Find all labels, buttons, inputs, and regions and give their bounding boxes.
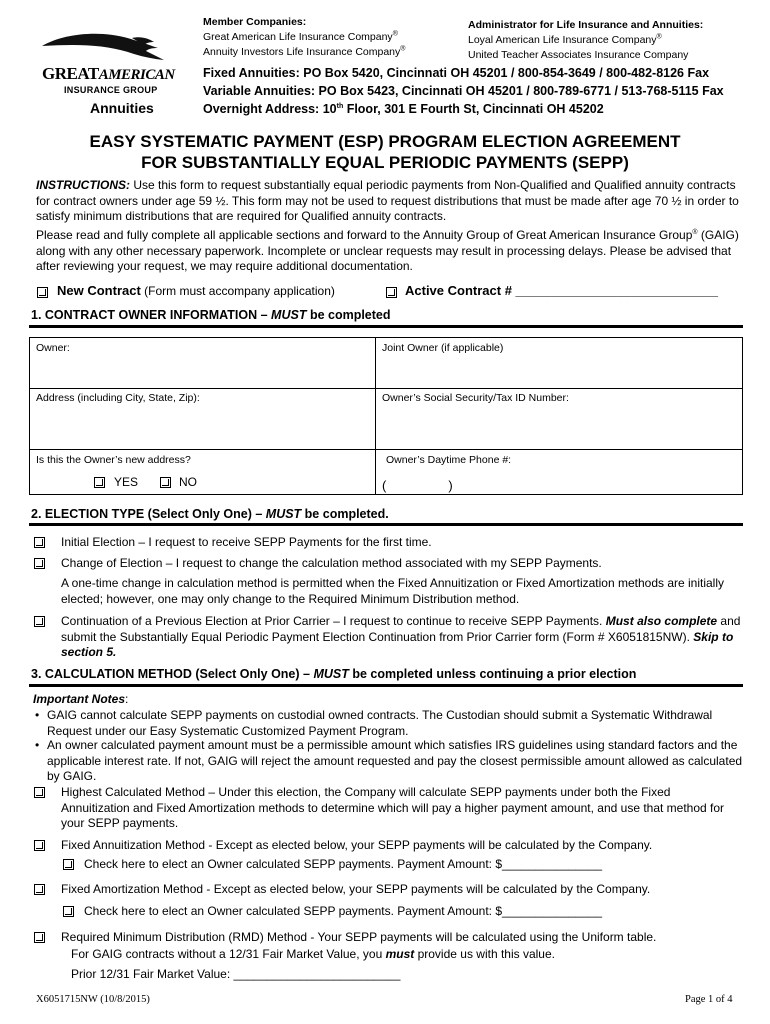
fixed-amortization-checkbox[interactable] [34, 884, 45, 895]
important-notes-label: Important Notes: [33, 692, 129, 706]
change-election-checkbox[interactable] [34, 558, 45, 569]
logo [36, 30, 186, 120]
joint-owner-field[interactable]: Joint Owner (if applicable) [382, 342, 504, 354]
amortization-owner-calc-checkbox[interactable] [63, 906, 74, 917]
member-title: Member Companies: [203, 16, 307, 28]
variable-address: Variable Annuities: PO Box 5423, Cincinnati OH 45201 / 800-789-6771 / 513-768-5115 Fax [203, 84, 724, 98]
fixed-amortization-label: Fixed Amortization Method - Except as elected below, your SEPP payments will be calculated by the Company. [61, 882, 651, 896]
annuitization-owner-calc-label: Check here to elect an Owner calculated SEPP payments. Payment Amount: $_______________ [84, 857, 603, 871]
divider [30, 388, 742, 389]
instructions [36, 178, 742, 225]
fixed-annuitization-label: Fixed Annuitization Method - Except as elected below, your SEPP payments will be calculated by the Company. [61, 838, 653, 852]
change-election-note: A one-time change in calculation method is permitted when the Fixed Annuitization or Fixed Amortization methods are initially elected; however, one may only change to the Required Minimum Distribution method. [61, 576, 725, 606]
logo-great: GREAT [42, 64, 99, 83]
no-checkbox[interactable] [160, 477, 171, 488]
owner-field[interactable]: Owner: [36, 342, 70, 354]
new-contract-label: New Contract (Form must accompany application) [57, 283, 335, 298]
form-id: X6051715NW (10/8/2015) [36, 994, 150, 1005]
logo-american: AMERICAN [98, 67, 175, 83]
no-label: NO [179, 475, 197, 489]
rmd-method-label: Required Minimum Distribution (RMD) Method - Your SEPP payments will be calculated using the Uniform table. [61, 930, 657, 944]
change-election-label: Change of Election – I request to change the calculation method associated with my SEPP Payments. [61, 556, 602, 570]
section-2-heading: 2. ELECTION TYPE (Select Only One) – MUST be completed. [31, 507, 389, 521]
bullet-icon: • [35, 708, 40, 722]
active-contract-number-field[interactable]: ____________________________ [515, 283, 718, 298]
bullet-icon: • [35, 738, 40, 752]
new-address-question: Is this the Owner’s new address? [36, 454, 191, 466]
phone-label: Owner’s Daytime Phone #: [386, 454, 512, 466]
member-1: Great American Life Insurance Company [203, 31, 393, 43]
annuitization-owner-calc-checkbox[interactable] [63, 859, 74, 870]
amortization-owner-calc-label: Check here to elect an Owner calculated SEPP payments. Payment Amount: $_______________ [84, 904, 603, 918]
divider [29, 523, 743, 526]
rmd-note: For GAIG contracts without a 12/31 Fair Market Value, you must provide us with this value. [71, 947, 555, 961]
active-contract-checkbox[interactable] [386, 287, 397, 298]
reg-mark: ® [656, 33, 662, 41]
new-contract-checkbox[interactable] [37, 287, 48, 298]
continuation-checkbox[interactable] [34, 616, 45, 627]
page-title: EASY SYSTEMATIC PAYMENT (ESP) PROGRAM ELECTION AGREEMENT FOR SUBSTANTIALLY EQUAL PERIODIC PAYMENTS (SEPP) [89, 132, 681, 172]
administrator [468, 18, 703, 63]
highest-method-checkbox[interactable] [34, 787, 45, 798]
address-field[interactable]: Address (including City, State, Zip): [36, 392, 200, 404]
initial-election-label: Initial Election – I request to receive SEPP Payments for the first time. [61, 535, 432, 549]
instructions-text: Use this form to request substantially equal periodic payments from Non-Qualified and Qualified annuity contracts for contract owners under age 59 ½. This form may not be used to request distributions that must be made after age 70 ½ in order to satisfy minimum distributions that are required for Qualified annuity contracts. [36, 178, 739, 223]
active-contract-label: Active Contract # ____________________________ [405, 283, 718, 298]
yes-label: YES [114, 475, 139, 489]
note-2: • An owner calculated payment amount must be a permissible amount which satisfies IRS guidelines using standard factors and the applicable interest rate. If not, GAIG will reject the amount requested and pay the closest permissible amount allowed as calculated by GAIG. [35, 738, 743, 783]
initial-election-checkbox[interactable] [34, 537, 45, 548]
rmd-method-checkbox[interactable] [34, 932, 45, 943]
member-2: Annuity Investors Life Insurance Company [203, 46, 401, 58]
instructions-2: Please read and fully complete all applicable sections and forward to the Annuity Group of Great American Insurance Group® (GAIG) along with any other necessary paperwork. Incomplete or unclear requests may result in processing delays. Please be advised that after reviewing your request, we may require additional documentation. [36, 228, 739, 273]
addresses [203, 64, 724, 118]
overnight-address: Overnight Address: 10th Floor, 301 E Fourth St, Cincinnati OH 45202 [203, 102, 604, 116]
member-companies [203, 15, 405, 60]
fixed-address: Fixed Annuities: PO Box 5420, Cincinnati OH 45201 / 800-854-3649 / 800-482-8126 Fax [203, 66, 710, 80]
highest-method-label: Highest Calculated Method – Under this election, the Company will calculate SEPP payments under both the Fixed Annuitization and Fixed Amortization methods to determine which will pay a higher payment amount, and use that method for your SEPP payments. [61, 785, 725, 830]
instructions-label: INSTRUCTIONS: [36, 178, 130, 192]
page-number: Page 1 of 4 [685, 994, 733, 1005]
yes-checkbox[interactable] [94, 477, 105, 488]
divider [29, 325, 743, 328]
note-1: • GAIG cannot calculate SEPP payments on custodial owned contracts. The Custodian should submit a Systematic Withdrawal Request under our Easy Systematic Customized Payment Program. [35, 708, 713, 738]
reg-mark: ® [392, 30, 398, 38]
divider [29, 684, 743, 687]
section-3-heading: 3. CALCULATION METHOD (Select Only One) – MUST be completed unless continuing a prior election [31, 667, 637, 681]
logo-group: INSURANCE GROUP [64, 85, 158, 95]
admin-title: Administrator for Life Insurance and Annuities: [468, 19, 704, 31]
fixed-annuitization-checkbox[interactable] [34, 840, 45, 851]
owner-table [29, 337, 743, 495]
section-1-heading: 1. CONTRACT OWNER INFORMATION – MUST be completed [31, 308, 391, 322]
divider [30, 449, 742, 450]
continuation-label: Continuation of a Previous Election at Prior Carrier – I request to continue to receive SEPP Payments. Must also complete and submit the Substantially Equal Periodic Payment Election Continuation from Prior Carrier form (Form # X6051815NW). Skip to section 5. [61, 614, 741, 659]
reg-mark: ® [400, 45, 406, 53]
admin-1: Loyal American Life Insurance Company [468, 34, 657, 46]
fmv-field[interactable]: Prior 12/31 Fair Market Value: _________________________ [71, 967, 401, 981]
logo-annuities: Annuities [90, 100, 154, 116]
ssn-field[interactable]: Owner’s Social Security/Tax ID Number: [382, 392, 569, 404]
divider [375, 338, 376, 494]
phone-field[interactable]: ( ) [382, 478, 453, 493]
admin-2: United Teacher Associates Insurance Company [468, 49, 689, 61]
eagle-icon [36, 30, 176, 66]
